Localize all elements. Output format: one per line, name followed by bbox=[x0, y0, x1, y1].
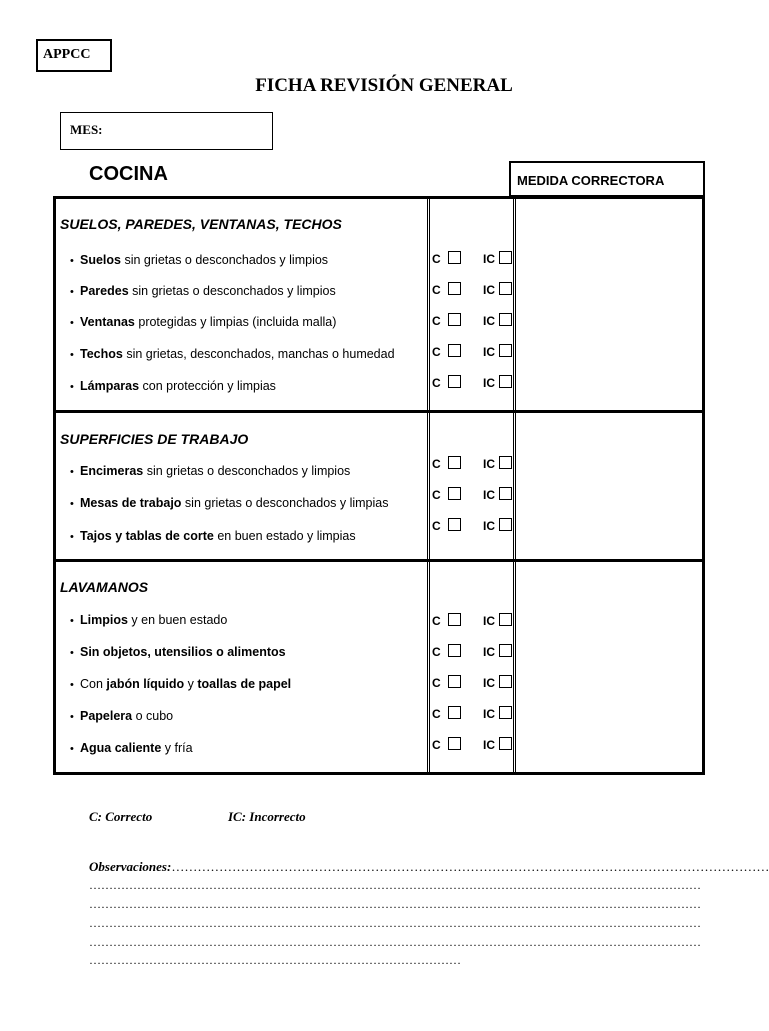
check-row: C IC bbox=[432, 737, 512, 752]
item-techos: • Techos sin grietas, desconchados, manchas o humedad bbox=[70, 347, 395, 361]
mes-label: MES: bbox=[70, 122, 103, 137]
check-row: C IC bbox=[432, 344, 512, 359]
check-row: C IC bbox=[432, 487, 512, 502]
checkbox-c[interactable] bbox=[448, 613, 461, 626]
observaciones-label: Observaciones: bbox=[89, 859, 172, 874]
checkbox-c[interactable] bbox=[448, 251, 461, 264]
checkbox-c[interactable] bbox=[448, 487, 461, 500]
appcc-label: APPCC bbox=[36, 39, 112, 72]
checkbox-ic[interactable] bbox=[499, 456, 512, 469]
checkbox-ic[interactable] bbox=[499, 313, 512, 326]
checkbox-ic[interactable] bbox=[499, 675, 512, 688]
checkbox-ic[interactable] bbox=[499, 518, 512, 531]
check-row: C IC bbox=[432, 456, 512, 471]
checkbox-c[interactable] bbox=[448, 313, 461, 326]
checkbox-ic[interactable] bbox=[499, 487, 512, 500]
item-tajos: • Tajos y tablas de corte en buen estado y limpias bbox=[70, 529, 356, 543]
section-divider bbox=[53, 559, 705, 562]
checkbox-ic[interactable] bbox=[499, 344, 512, 357]
checkbox-ic[interactable] bbox=[499, 613, 512, 626]
medida-correctora-header: MEDIDA CORRECTORA bbox=[509, 161, 705, 197]
item-suelos: • Suelos sin grietas o desconchados y limpios bbox=[70, 253, 329, 267]
check-row: C IC bbox=[432, 518, 512, 533]
check-row: C IC bbox=[432, 675, 512, 690]
item-limpios: • Limpios y en buen estado bbox=[70, 613, 228, 627]
section-divider bbox=[53, 410, 705, 413]
section-title-superficies: SUPERFICIES DE TRABAJO bbox=[60, 431, 249, 447]
checkbox-c[interactable] bbox=[448, 375, 461, 388]
column-divider bbox=[427, 196, 430, 775]
checkbox-c[interactable] bbox=[448, 706, 461, 719]
observaciones-line[interactable]: ……………………………………………………………………………………………………………………………………… bbox=[89, 916, 701, 930]
check-row: C IC bbox=[432, 251, 512, 266]
checkbox-c[interactable] bbox=[448, 675, 461, 688]
check-row: C IC bbox=[432, 613, 512, 628]
checkbox-c[interactable] bbox=[448, 518, 461, 531]
checkbox-ic[interactable] bbox=[499, 375, 512, 388]
item-paredes: • Paredes sin grietas o desconchados y limpios bbox=[70, 284, 336, 298]
item-jabon: • Con jabón líquido y toallas de papel bbox=[70, 677, 292, 691]
item-mesas: • Mesas de trabajo sin grietas o desconchados y limpias bbox=[70, 496, 389, 510]
observaciones-line[interactable]: ……………………………………………………………………………………………………………………………………… bbox=[89, 935, 701, 949]
item-papelera: • Papelera o cubo bbox=[70, 709, 174, 723]
checkbox-c[interactable] bbox=[448, 644, 461, 657]
checkbox-ic[interactable] bbox=[499, 644, 512, 657]
checkbox-ic[interactable] bbox=[499, 251, 512, 264]
item-encimeras: • Encimeras sin grietas o desconchados y limpios bbox=[70, 464, 351, 478]
check-row: C IC bbox=[432, 375, 512, 390]
mes-field[interactable] bbox=[60, 112, 273, 150]
observaciones-line[interactable]: Observaciones:………………………………………………………………………………………………………………………… bbox=[89, 859, 769, 874]
item-lamparas: • Lámparas con protección y limpias bbox=[70, 379, 276, 393]
legend-incorrecto: IC: Incorrecto bbox=[228, 809, 306, 824]
area-title: COCINA bbox=[89, 163, 168, 185]
item-agua: • Agua caliente y fría bbox=[70, 741, 193, 755]
checkbox-c[interactable] bbox=[448, 282, 461, 295]
check-row: C IC bbox=[432, 706, 512, 721]
legend-correcto: C: Correcto bbox=[89, 809, 153, 824]
observaciones-line[interactable]: ……………………………………………………………………………………………………………………………………… bbox=[89, 897, 701, 911]
item-sin-objetos: • Sin objetos, utensilios o alimentos bbox=[70, 645, 286, 659]
check-row: C IC bbox=[432, 644, 512, 659]
checkbox-c[interactable] bbox=[448, 456, 461, 469]
checkbox-c[interactable] bbox=[448, 344, 461, 357]
column-divider bbox=[513, 196, 516, 775]
section-title-suelos: SUELOS, PAREDES, VENTANAS, TECHOS bbox=[60, 216, 342, 232]
section-title-lavamanos: LAVAMANOS bbox=[60, 579, 149, 595]
checkbox-ic[interactable] bbox=[499, 706, 512, 719]
checkbox-ic[interactable] bbox=[499, 282, 512, 295]
check-row: C IC bbox=[432, 282, 512, 297]
observaciones-line[interactable]: ……………………………………………………………………………………………………………………………………… bbox=[89, 878, 701, 892]
check-row: C IC bbox=[432, 313, 512, 328]
page-title: FICHA REVISIÓN GENERAL bbox=[255, 75, 513, 96]
checkbox-c[interactable] bbox=[448, 737, 461, 750]
item-ventanas: • Ventanas protegidas y limpias (incluida malla) bbox=[70, 315, 337, 329]
observaciones-line[interactable]: ………………………………………………………………………………… bbox=[89, 953, 461, 967]
checkbox-ic[interactable] bbox=[499, 737, 512, 750]
